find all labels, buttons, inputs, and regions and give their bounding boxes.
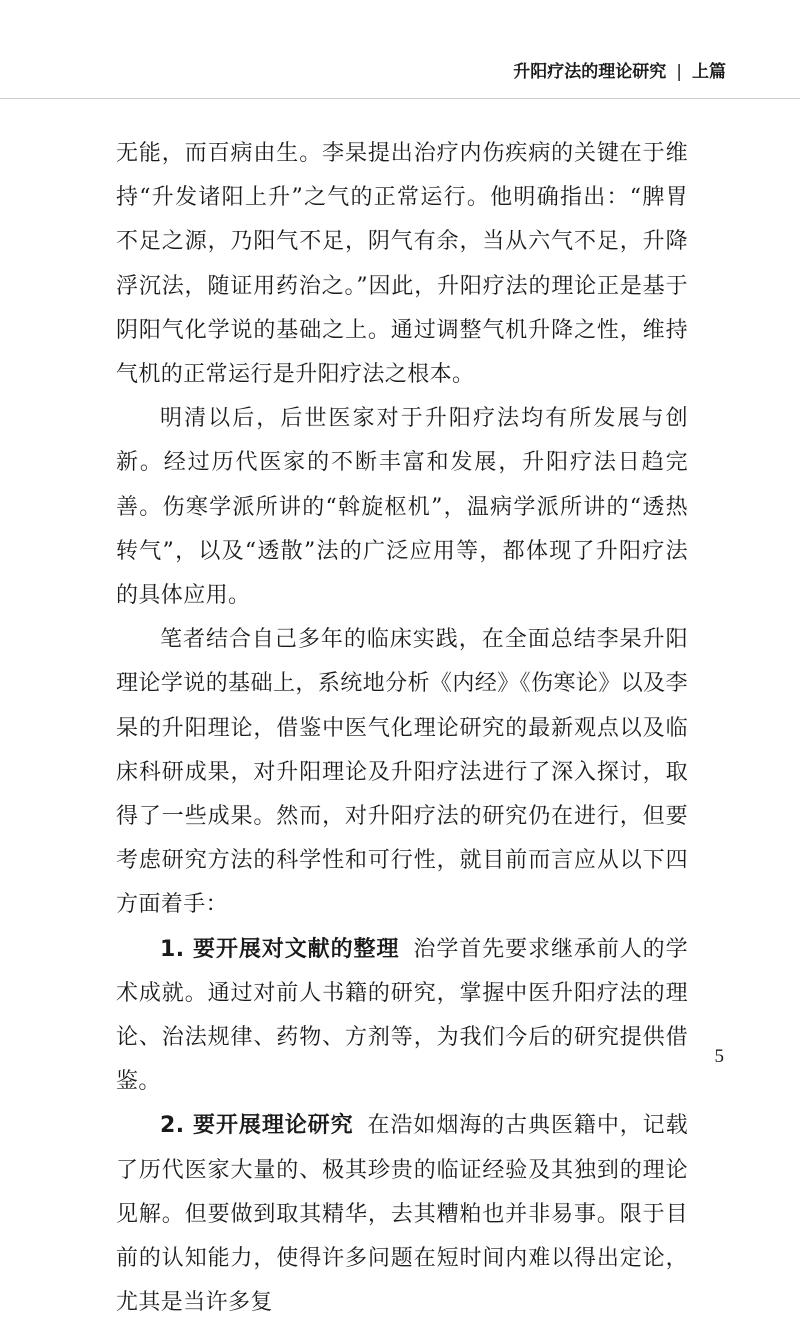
- paragraph-heading: 1. 要开展对文献的整理: [160, 936, 400, 962]
- paragraph-body: 治学首先要求继承前人的学术成就。通过对前人书籍的研究，掌握中医升阳疗法的理论、治法规律、药物、方剂等，为我们今后的研究提供借鉴。: [116, 936, 689, 1095]
- paragraph-continued: 无能，而百病由生。李杲提出治疗内伤疾病的关键在于维持“升发诸阳上升”之气的正常运行。他明确指出：“脾胃不足之源，乃阳气不足，阴气有余，当从六气不足，升降浮沉法，随证用药治之。”因此，升阳疗法的理论正是基于阴阳气化学说的基础之上。通过调整气机升降之性，维持气机的正常运行是升阳疗法之根本。: [116, 141, 688, 388]
- numbered-paragraph: [116, 1104, 688, 1325]
- paragraph: 明清以后，后世医家对于升阳疗法均有所发展与创新。经过历代医家的不断丰富和发展，升阳疗法日趋完善。伤寒学派所讲的“斡旋枢机”，温病学派所讲的“透热转气”，以及“透散”法的广泛应用等，都体现了升阳疗法的具体应用。: [116, 406, 688, 609]
- header-separator: |: [676, 62, 682, 82]
- section-label: 上篇: [692, 62, 726, 82]
- paragraph: 笔者结合自己多年的临床实践，在全面总结李杲升阳理论学说的基础上，系统地分析《内经》《伤寒论》以及李杲的升阳理论，借鉴中医气化理论研究的最新观点以及临床科研成果，对升阳理论及升阳疗法进行了深入探讨，取得了一些成果。然而，对升阳疗法的研究仍在进行，但要考虑研究方法的科学性和可行性，就目前而言应从以下四方面着手：: [116, 627, 688, 918]
- numbered-paragraph: [116, 928, 688, 1105]
- book-title: 升阳疗法的理论研究: [513, 62, 667, 82]
- page-number: 5: [714, 1046, 724, 1067]
- paragraph-body: 在浩如烟海的古典医籍中，记载了历代医家大量的、极其珍贵的临证经验及其独到的理论见解。但要做到取其精华，去其糟粕也并非易事。限于目前的认知能力，使得许多问题在短时间内难以得出定论，尤其是当许多复: [116, 1113, 688, 1316]
- header-rule: [0, 98, 800, 99]
- running-header: [513, 60, 726, 84]
- body-text: [116, 132, 688, 1325]
- paragraph-heading: 2. 要开展理论研究: [160, 1113, 354, 1139]
